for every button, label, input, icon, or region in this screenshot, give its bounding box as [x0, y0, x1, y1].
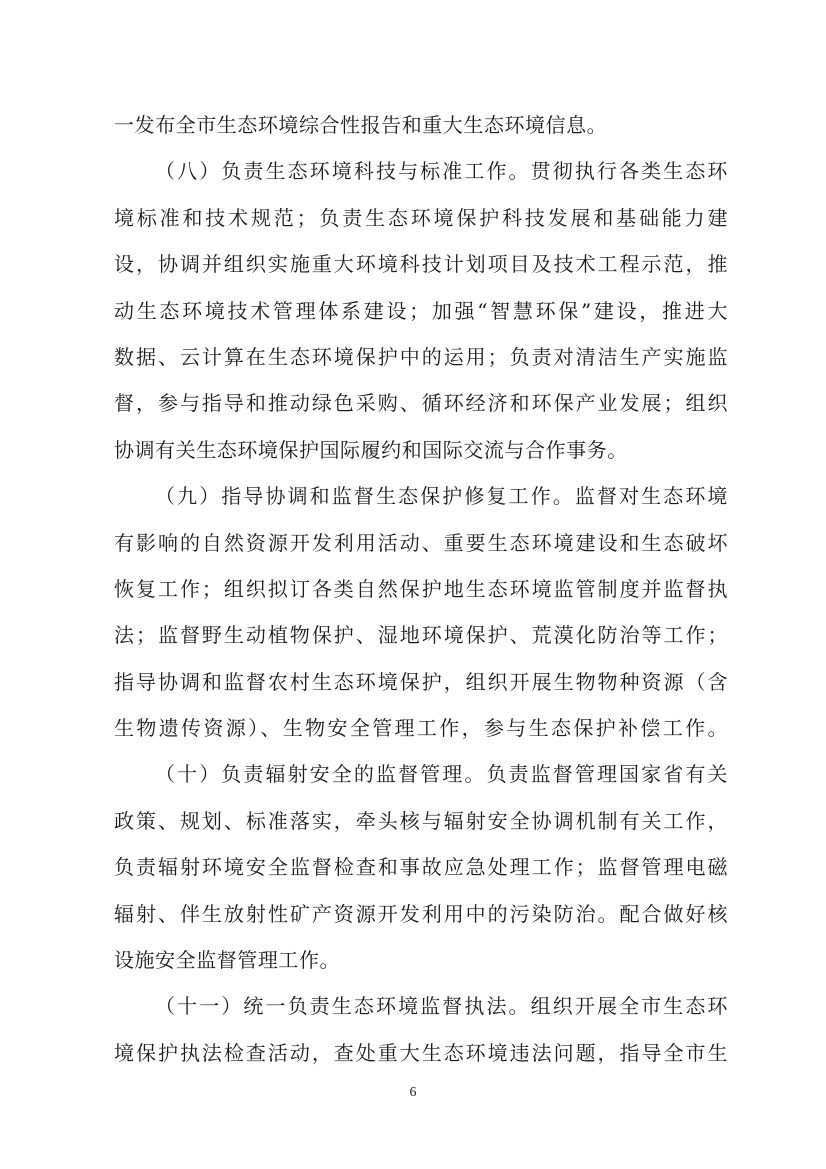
text-line: 辐射、伴生放射性矿产资源开发利用中的污染防治。配合做好核 — [114, 901, 728, 926]
text-line: 指导协调和监督农村生态环境保护，组织开展生物物种资源（含 — [114, 669, 728, 694]
text-line: 一发布全市生态环境综合性报告和重大生态环境信息。 — [114, 113, 608, 137]
text-line: 设施安全监督管理工作。 — [114, 948, 341, 973]
text-line: 恢复工作；组织拟订各类自然保护地生态环境监管制度并监督执 — [114, 576, 728, 601]
text-line: 生物遗传资源）、生物安全管理工作，参与生态保护补偿工作。 — [114, 716, 728, 741]
paragraph-9-start: （九）指导协调和监督生态保护修复工作。监督对生态环境 — [155, 484, 728, 509]
paragraph-8-start: （八）负责生态环境科技与标准工作。贯彻执行各类生态环 — [155, 159, 728, 184]
text-line: 政策、规划、标准落实，牵头核与辐射安全协调机制有关工作， — [114, 808, 728, 833]
text-line: 法；监督野生动植物保护、湿地环境保护、荒漠化防治等工作； — [114, 623, 728, 648]
text-line: 督，参与指导和推动绿色采购、循环经济和环保产业发展；组织 — [114, 391, 728, 416]
text-line: 有影响的自然资源开发利用活动、重要生态环境建设和生态破坏 — [114, 530, 728, 555]
paragraph-10-start: （十）负责辐射安全的监督管理。负责监督管理国家省有关 — [155, 762, 728, 787]
text-line: 境标准和技术规范；负责生态环境保护科技发展和基础能力建 — [114, 205, 728, 230]
text-line: 设，协调并组织实施重大环境科技计划项目及技术工程示范，推 — [114, 252, 728, 277]
page-number: 6 — [409, 1085, 417, 1100]
text-line: 境保护执法检查活动，查处重大生态环境违法问题，指导全市生 — [114, 1040, 728, 1065]
text-line: 动生态环境技术管理体系建设；加强“智慧环保”建设，推进大 — [114, 298, 728, 323]
text-line: 负责辐射环境安全监督检查和事故应急处理工作；监督管理电磁 — [114, 855, 728, 880]
document-body — [114, 102, 728, 1076]
paragraph-11-start: （十一）统一负责生态环境监督执法。组织开展全市生态环 — [155, 994, 728, 1019]
text-line: 数据、云计算在生态环境保护中的运用；负责对清洁生产实施监 — [114, 344, 728, 369]
text-line: 协调有关生态环境保护国际履约和国际交流与合作事务。 — [114, 437, 628, 462]
